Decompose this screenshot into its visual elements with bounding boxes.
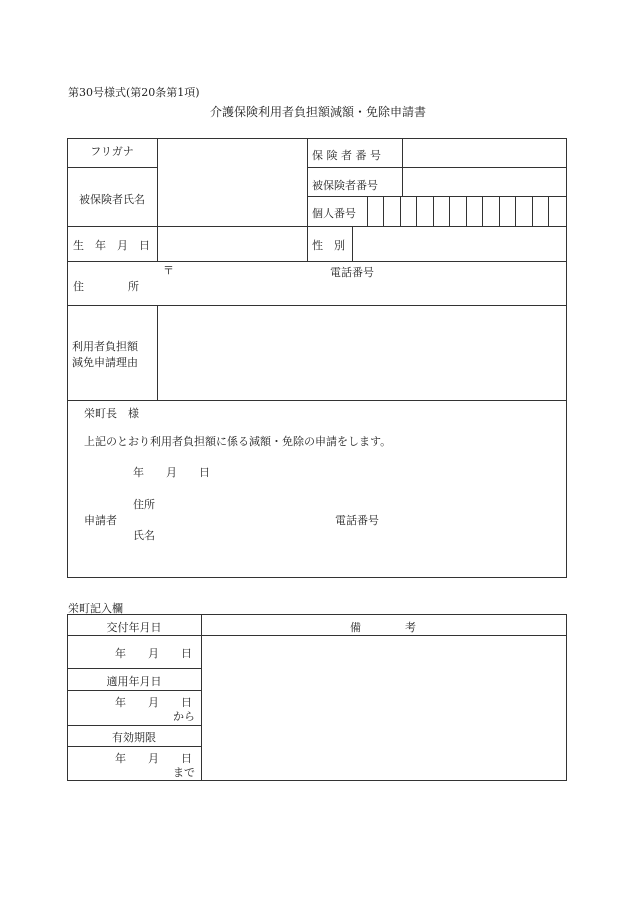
reason-label-line2: 減免申請理由: [72, 356, 138, 369]
remarks-header: 備 考: [350, 621, 416, 634]
insured-name-field[interactable]: [158, 168, 306, 225]
declaration-date: 年 月 日: [133, 466, 210, 479]
applicant-name-label: 氏名: [133, 529, 155, 542]
furigana-field[interactable]: [158, 139, 306, 167]
postal-mark: 〒: [163, 264, 174, 277]
expiry-until-label: まで: [173, 766, 195, 779]
applicant-phone-label: 電話番号: [335, 514, 379, 527]
reason-label-line1: 利用者負担額: [72, 340, 138, 353]
applicant-label: 申請者: [84, 514, 117, 527]
personal-number-field[interactable]: [368, 197, 564, 225]
office-section-title: 栄町記入欄: [68, 602, 123, 615]
declaration-statement: 上記のとおり利用者負担額に係る減額・免除の申請をします。: [84, 435, 392, 448]
apply-date-header: 適用年月日: [106, 675, 162, 688]
form-title: 介護保険利用者負担額減額・免除申請書: [210, 105, 427, 119]
issue-date-header: 交付年月日: [106, 621, 162, 634]
insured-number-label: 被保険者番号: [312, 179, 378, 192]
insured-number-field[interactable]: [403, 168, 564, 196]
birthdate-label: 生 年 月 日: [73, 239, 150, 252]
remarks-field[interactable]: [202, 636, 564, 778]
gender-field[interactable]: [353, 227, 564, 260]
apply-date-value: 年 月 日: [115, 696, 192, 709]
issue-date-value: 年 月 日: [115, 647, 192, 660]
insurer-number-field[interactable]: [403, 139, 564, 167]
phone-label: 電話番号: [330, 266, 374, 279]
expiry-date-value: 年 月 日: [115, 752, 192, 765]
address-field[interactable]: [158, 262, 564, 304]
furigana-label: フリガナ: [90, 145, 134, 158]
applicant-address-label: 住所: [133, 498, 155, 511]
insured-name-label: 被保険者氏名: [79, 193, 145, 206]
apply-from-label: から: [173, 710, 195, 723]
birthdate-field[interactable]: [158, 227, 306, 260]
address-label: 住 所: [73, 280, 139, 293]
insurer-number-label: 保 険 者 番 号: [312, 149, 381, 162]
personal-number-label: 個人番号: [312, 207, 356, 220]
form-number: 第30号様式(第20条第1項): [68, 86, 200, 99]
gender-label: 性 別: [312, 239, 345, 252]
expiry-header: 有効期限: [112, 731, 156, 744]
reason-field[interactable]: [158, 306, 564, 399]
addressee: 栄町長 様: [84, 407, 139, 420]
